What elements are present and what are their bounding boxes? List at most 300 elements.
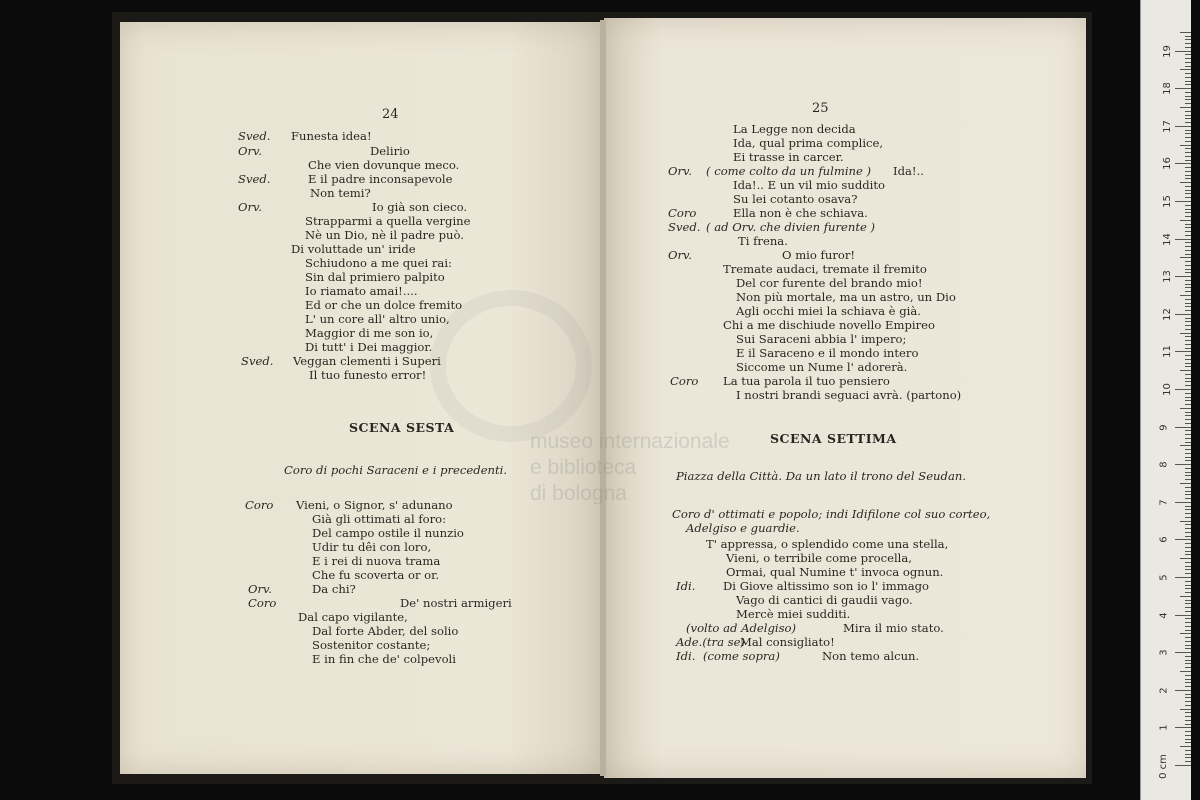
ruler-tick — [1185, 754, 1191, 755]
ruler-tick — [1185, 130, 1191, 131]
ruler-tick — [1185, 156, 1191, 157]
ruler-tick — [1175, 539, 1191, 540]
ruler-tick — [1185, 336, 1191, 337]
ruler-tick — [1185, 254, 1191, 255]
ruler-tick — [1175, 577, 1191, 578]
ruler-tick — [1180, 257, 1191, 258]
text-line: Mercè miei sudditi. — [736, 607, 851, 621]
text-line: Coro — [248, 596, 277, 610]
ruler-tick — [1185, 284, 1191, 285]
ruler-tick — [1175, 727, 1191, 728]
ruler-tick — [1185, 573, 1191, 574]
ruler-tick — [1185, 686, 1191, 687]
text-line: Coro di pochi Saraceni e i precedenti. — [284, 463, 508, 477]
ruler-tick — [1185, 757, 1191, 758]
ruler-tick — [1185, 750, 1191, 751]
ruler-tick — [1180, 182, 1191, 183]
text-line: Idi. — [676, 579, 696, 593]
ruler-tick — [1185, 720, 1191, 721]
text-line: La Legge non decida — [733, 122, 856, 136]
ruler-tick — [1185, 96, 1191, 97]
ruler-tick — [1185, 468, 1191, 469]
ruler-tick — [1185, 648, 1191, 649]
ruler-tick — [1185, 92, 1191, 93]
ruler-tick — [1180, 32, 1191, 33]
ruler-tick — [1185, 618, 1191, 619]
text-line: Ella non è che schiava. — [733, 206, 868, 220]
text-line: Io riamato amai!.... — [305, 284, 418, 298]
ruler-tick — [1185, 712, 1191, 713]
text-line: Non temi? — [310, 186, 371, 200]
ruler-tick — [1185, 588, 1191, 589]
text-line: Veggan clementi i Superi — [293, 354, 441, 368]
text-line: Sin dal primiero palpito — [305, 270, 445, 284]
ruler-tick — [1185, 47, 1191, 48]
ruler-tick — [1185, 190, 1191, 191]
ruler-tick — [1185, 434, 1191, 435]
text-line: Orv. — [668, 164, 692, 178]
text-line: Di tutt' i Dei maggior. — [305, 340, 433, 354]
ruler-tick — [1180, 69, 1191, 70]
ruler-tick — [1185, 498, 1191, 499]
text-line: Orv. — [248, 582, 272, 596]
measuring-ruler — [1140, 0, 1191, 800]
ruler-tick — [1185, 622, 1191, 623]
text-line: Siccome un Nume l' adorerà. — [736, 360, 908, 374]
ruler-tick — [1175, 201, 1191, 202]
ruler-tick — [1185, 321, 1191, 322]
ruler-tick — [1185, 562, 1191, 563]
ruler-number: 12 — [1161, 307, 1173, 321]
ruler-tick — [1185, 58, 1191, 59]
ruler-tick — [1185, 509, 1191, 510]
ruler-tick — [1185, 479, 1191, 480]
text-line: Vago di cantici di gaudii vago. — [736, 593, 913, 607]
text-line: Adelgiso e guardie. — [686, 521, 800, 535]
text-line: (volto ad Adelgiso) — [686, 621, 797, 635]
ruler-tick — [1180, 596, 1191, 597]
ruler-tick — [1185, 99, 1191, 100]
ruler-tick — [1185, 701, 1191, 702]
ruler-number: 3 — [1158, 649, 1170, 656]
ruler-tick — [1185, 133, 1191, 134]
ruler-tick — [1175, 351, 1191, 352]
ruler-tick — [1185, 761, 1191, 762]
text-line: De' nostri armigeri — [400, 596, 512, 610]
ruler-tick — [1185, 227, 1191, 228]
ruler-tick — [1185, 36, 1191, 37]
ruler-tick — [1185, 84, 1191, 85]
ruler-tick — [1185, 581, 1191, 582]
ruler-tick — [1185, 393, 1191, 394]
text-line: La tua parola il tuo pensiero — [723, 374, 890, 388]
ruler-tick — [1185, 404, 1191, 405]
ruler-number: 13 — [1161, 270, 1173, 284]
ruler-tick — [1185, 167, 1191, 168]
ruler-tick — [1185, 645, 1191, 646]
ruler-tick — [1185, 656, 1191, 657]
ruler-tick — [1185, 115, 1191, 116]
ruler-tick — [1185, 600, 1191, 601]
ruler-tick — [1185, 197, 1191, 198]
text-line: Funesta idea! — [291, 129, 372, 143]
text-line: Che fu scoverta or or. — [312, 568, 440, 582]
ruler-tick — [1185, 528, 1191, 529]
ruler-tick — [1180, 295, 1191, 296]
text-line: I nostri brandi seguaci avrà. (partono) — [736, 388, 962, 402]
text-line: Ei trasse in carcer. — [733, 150, 844, 164]
text-line: Su lei cotanto osava? — [733, 192, 858, 206]
text-line: Delirio — [370, 144, 410, 158]
ruler-tick — [1185, 246, 1191, 247]
ruler-tick — [1175, 126, 1191, 127]
ruler-tick — [1185, 641, 1191, 642]
ruler-unit-label: 0 cm — [1157, 754, 1169, 779]
text-line: Coro — [668, 206, 697, 220]
ruler-tick — [1185, 216, 1191, 217]
ruler-tick — [1185, 348, 1191, 349]
ruler-tick — [1185, 272, 1191, 273]
ruler-tick — [1185, 536, 1191, 537]
ruler-tick — [1180, 445, 1191, 446]
ruler-tick — [1180, 709, 1191, 710]
text-line: T' appressa, o splendido come una stella, — [706, 537, 949, 551]
text-line: Coro d' ottimati e popolo; indi Idifilone col suo corteo, — [672, 507, 991, 521]
ruler-tick — [1185, 122, 1191, 123]
ruler-tick — [1185, 355, 1191, 356]
ruler-tick — [1185, 141, 1191, 142]
ruler-tick — [1185, 494, 1191, 495]
ruler-tick — [1180, 370, 1191, 371]
ruler-tick — [1175, 239, 1191, 240]
text-line: Dal forte Abder, del solio — [312, 624, 459, 638]
ruler-tick — [1180, 220, 1191, 221]
ruler-tick — [1185, 363, 1191, 364]
ruler-tick — [1185, 551, 1191, 552]
text-line: Non più mortale, ma un astro, un Dio — [736, 290, 956, 304]
ruler-tick — [1185, 682, 1191, 683]
ruler-tick — [1180, 145, 1191, 146]
text-line: Schiudono a me quei rai: — [305, 256, 452, 270]
text-line: (come sopra) — [703, 649, 780, 663]
text-line: Nè un Dio, nè il padre può. — [305, 228, 464, 242]
text-line: Del cor furente del brando mio! — [736, 276, 923, 290]
ruler-tick — [1185, 103, 1191, 104]
text-line: E in fin che de' colpevoli — [312, 652, 456, 666]
ruler-tick — [1175, 276, 1191, 277]
ruler-tick — [1185, 261, 1191, 262]
text-line: Di Giove altissimo son io l' immago — [723, 579, 930, 593]
ruler-tick — [1185, 171, 1191, 172]
ruler-number: 4 — [1158, 611, 1170, 619]
ruler-tick — [1180, 671, 1191, 672]
text-line: E il padre inconsapevole — [308, 172, 453, 186]
ruler-tick — [1185, 487, 1191, 488]
ruler-tick — [1175, 615, 1191, 616]
text-line: Idi. — [676, 649, 696, 663]
ruler-tick — [1185, 547, 1191, 548]
ruler-number: 16 — [1161, 157, 1173, 171]
ruler-tick — [1185, 359, 1191, 360]
text-line: Mira il mio stato. — [843, 621, 944, 635]
ruler-number: 10 — [1161, 383, 1173, 396]
ruler-tick — [1185, 231, 1191, 232]
text-line: Del campo ostile il nunzio — [312, 526, 464, 540]
text-line: E i rei di nuova trama — [312, 554, 441, 568]
ruler-tick — [1185, 442, 1191, 443]
watermark-line-1: museo internazionale — [530, 430, 730, 453]
ruler-tick — [1175, 464, 1191, 465]
text-line: Udir tu dêi con loro, — [312, 540, 432, 554]
ruler-tick — [1180, 333, 1191, 334]
book-spine — [600, 20, 606, 776]
ruler-tick — [1185, 603, 1191, 604]
text-line: Il tuo funesto error! — [309, 368, 427, 382]
ruler-tick — [1185, 111, 1191, 112]
ruler-tick — [1175, 427, 1191, 428]
text-line: Ed or che un dolce fremito — [305, 298, 463, 312]
text-line: Che vien dovunque meco. — [308, 158, 460, 172]
ruler-tick — [1185, 250, 1191, 251]
ruler-number: 7 — [1158, 499, 1170, 506]
text-line: L' un core all' altro unio, — [305, 312, 450, 326]
ruler-tick — [1185, 235, 1191, 236]
text-line: Sved. — [241, 354, 274, 368]
ruler-tick — [1185, 325, 1191, 326]
ruler-tick — [1185, 118, 1191, 119]
ruler-tick — [1185, 193, 1191, 194]
text-line: Maggior di me son io, — [305, 326, 434, 340]
ruler-tick — [1185, 592, 1191, 593]
ruler-tick — [1175, 765, 1191, 766]
ruler-tick — [1185, 366, 1191, 367]
text-line: Già gli ottimati al foro: — [312, 512, 447, 526]
ruler-tick — [1185, 438, 1191, 439]
text-line: Agli occhi miei la schiava è già. — [736, 304, 921, 318]
ruler-tick — [1185, 453, 1191, 454]
ruler-tick — [1185, 318, 1191, 319]
text-line: Dal capo vigilante, — [298, 610, 408, 624]
ruler-tick — [1185, 160, 1191, 161]
ruler-tick — [1175, 314, 1191, 315]
text-line: ( ad Orv. che divien furente ) — [706, 220, 876, 234]
ruler-tick — [1175, 389, 1191, 390]
ruler-tick — [1185, 205, 1191, 206]
ruler-tick — [1185, 385, 1191, 386]
ruler-tick — [1175, 652, 1191, 653]
text-line: Vieni, o Signor, s' adunano — [296, 498, 453, 512]
ruler-tick — [1185, 491, 1191, 492]
text-line: Sved. — [238, 129, 271, 143]
ruler-tick — [1185, 423, 1191, 424]
text-line: Coro — [245, 498, 274, 512]
ruler-tick — [1185, 62, 1191, 63]
ruler-tick — [1180, 521, 1191, 522]
ruler-tick — [1185, 513, 1191, 514]
ruler-tick — [1185, 291, 1191, 292]
text-line: Ida, qual prima complice, — [733, 136, 884, 150]
text-line: Vieni, o terribile come procella, — [726, 551, 912, 565]
ruler-number: 8 — [1158, 461, 1170, 468]
ruler-tick — [1185, 224, 1191, 225]
ruler-tick — [1185, 39, 1191, 40]
ruler-tick — [1185, 152, 1191, 153]
ruler-tick — [1185, 77, 1191, 78]
ruler-tick — [1185, 637, 1191, 638]
ruler-tick — [1185, 742, 1191, 743]
ruler-tick — [1185, 679, 1191, 680]
ruler-tick — [1185, 724, 1191, 725]
text-line: Tremate audaci, tremate il fremito — [723, 262, 927, 276]
ruler-tick — [1185, 626, 1191, 627]
ruler-tick — [1185, 265, 1191, 266]
text-line: ( come colto da un fulmine ) — [706, 164, 872, 178]
ruler-tick — [1185, 306, 1191, 307]
ruler-tick — [1185, 400, 1191, 401]
ruler-tick — [1185, 611, 1191, 612]
ruler-tick — [1185, 506, 1191, 507]
text-line: Sui Saraceni abbia l' impero; — [736, 332, 907, 346]
ruler-number: 6 — [1158, 536, 1170, 544]
ruler-tick — [1185, 43, 1191, 44]
text-line: Strapparmi a quella vergine — [305, 214, 471, 228]
ruler-tick — [1185, 66, 1191, 67]
ruler-tick — [1180, 633, 1191, 634]
ruler-tick — [1185, 460, 1191, 461]
ruler-tick — [1185, 73, 1191, 74]
text-line: Coro — [670, 374, 699, 388]
ruler-tick — [1180, 746, 1191, 747]
ruler-tick — [1185, 475, 1191, 476]
text-line: Sved. — [238, 172, 271, 186]
ruler-tick — [1185, 81, 1191, 82]
ruler-tick — [1175, 51, 1191, 52]
text-line: Ti frena. — [738, 234, 788, 248]
ruler-tick — [1175, 502, 1191, 503]
ruler-tick — [1180, 107, 1191, 108]
ruler-tick — [1185, 663, 1191, 664]
ruler-number: 18 — [1161, 82, 1173, 96]
ruler-tick — [1185, 329, 1191, 330]
ruler-number: 14 — [1161, 232, 1173, 246]
ruler-tick — [1185, 532, 1191, 533]
ruler-tick — [1185, 148, 1191, 149]
ruler-tick — [1185, 694, 1191, 695]
ruler-tick — [1185, 397, 1191, 398]
ruler-tick — [1185, 344, 1191, 345]
text-line: Sved. — [668, 220, 701, 234]
ruler-tick — [1185, 731, 1191, 732]
watermark-line-2: e biblioteca — [530, 456, 637, 479]
ruler-tick — [1185, 524, 1191, 525]
ruler-tick — [1185, 517, 1191, 518]
ruler-tick — [1185, 419, 1191, 420]
watermark-line-3: di bologna — [530, 482, 627, 505]
text-line: Ormai, qual Numine t' invoca ognun. — [726, 565, 944, 579]
ruler-tick — [1185, 54, 1191, 55]
ruler-tick — [1185, 543, 1191, 544]
ruler-tick — [1185, 412, 1191, 413]
ruler-tick — [1185, 303, 1191, 304]
ruler-tick — [1185, 175, 1191, 176]
text-line: Chi a me dischiude novello Empireo — [723, 318, 935, 332]
text-line: Sostenitor costante; — [312, 638, 431, 652]
ruler-tick — [1185, 569, 1191, 570]
ruler-tick — [1185, 269, 1191, 270]
text-line: Di voluttade un' iride — [291, 242, 416, 256]
ruler-tick — [1185, 739, 1191, 740]
ruler-tick — [1185, 449, 1191, 450]
ruler-tick — [1185, 299, 1191, 300]
ruler-number: 19 — [1161, 44, 1173, 58]
ruler-tick — [1185, 630, 1191, 631]
ruler-number: 15 — [1161, 195, 1173, 208]
ruler-tick — [1185, 457, 1191, 458]
ruler-tick — [1175, 88, 1191, 89]
ruler-tick — [1185, 212, 1191, 213]
ruler-tick — [1185, 280, 1191, 281]
ruler-tick — [1185, 660, 1191, 661]
ruler-tick — [1185, 186, 1191, 187]
page-number-right: 25 — [812, 101, 829, 116]
ruler-tick — [1180, 408, 1191, 409]
ruler-tick — [1175, 163, 1191, 164]
scene-title-left: SCENA SESTA — [349, 420, 455, 435]
ruler-tick — [1185, 554, 1191, 555]
scene-title-right: SCENA SETTIMA — [770, 431, 897, 446]
ruler-number: 17 — [1161, 119, 1173, 133]
ruler-tick — [1185, 430, 1191, 431]
ruler-tick — [1185, 137, 1191, 138]
ruler-tick — [1185, 566, 1191, 567]
ruler-tick — [1185, 287, 1191, 288]
ruler-tick — [1185, 381, 1191, 382]
text-line: Da chi? — [312, 582, 356, 596]
text-line: Ade.(tra se) — [676, 635, 745, 649]
ruler-tick — [1185, 242, 1191, 243]
ruler-tick — [1175, 690, 1191, 691]
ruler-tick — [1185, 340, 1191, 341]
ruler-number: 11 — [1161, 345, 1173, 359]
text-line: Io già son cieco. — [372, 200, 468, 214]
ruler-number: 5 — [1158, 574, 1170, 581]
text-line: Piazza della Città. Da un lato il trono del Seudan. — [676, 469, 967, 483]
text-line: Mal consigliato! — [740, 635, 835, 649]
ruler-tick — [1185, 667, 1191, 668]
ruler-number: 2 — [1158, 687, 1170, 694]
text-line: E il Saraceno e il mondo intero — [736, 346, 919, 360]
ruler-number: 9 — [1158, 423, 1170, 431]
ruler-tick — [1185, 178, 1191, 179]
ruler-tick — [1185, 585, 1191, 586]
ruler-tick — [1180, 483, 1191, 484]
text-line: Ida!.. E un vil mio suddito — [733, 178, 886, 192]
text-line: Orv. — [238, 144, 262, 158]
ruler-tick — [1185, 716, 1191, 717]
text-line: Non temo alcun. — [822, 649, 920, 663]
ruler-tick — [1185, 675, 1191, 676]
ruler-tick — [1185, 209, 1191, 210]
ruler-number: 1 — [1158, 724, 1170, 732]
ruler-tick — [1185, 607, 1191, 608]
text-line: O mio furor! — [782, 248, 856, 262]
ruler-tick — [1185, 697, 1191, 698]
ruler-tick — [1185, 705, 1191, 706]
ruler-tick — [1185, 472, 1191, 473]
ruler-tick — [1185, 735, 1191, 736]
text-line: Ida!.. — [893, 164, 924, 178]
page-number-left: 24 — [382, 107, 399, 122]
